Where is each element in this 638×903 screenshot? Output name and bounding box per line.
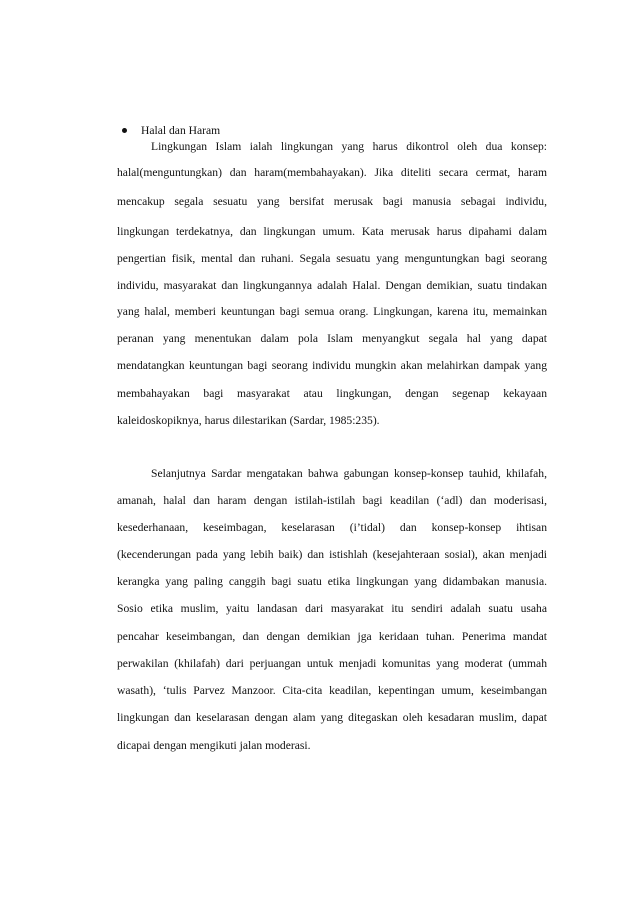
heading-text: Halal dan Haram — [141, 123, 221, 137]
bullet-point-icon — [122, 128, 127, 133]
text-line: mencakup segala sesuatu yang bersifat merusak bagi manusia sebagai individu, — [117, 195, 547, 208]
text-line: kaleidoskopiknya, harus dilestarikan (Sardar, 1985:235). — [117, 414, 380, 427]
text-line: pencahar keseimbangan, dan dengan demikian jga keridaan tuhan. Penerima mandat — [117, 630, 547, 643]
text-line: individu, masyarakat dan lingkungannya adalah Halal. Dengan demikian, suatu tindakan — [117, 279, 547, 292]
text-line: Selanjutnya Sardar mengatakan bahwa gabungan konsep-konsep tauhid, khilafah, — [151, 467, 547, 480]
text-line: yang halal, memberi keuntungan bagi semua orang. Lingkungan, karena itu, memainkan — [117, 305, 547, 318]
text-line: mendatangkan keuntungan bagi seorang individu mungkin akan melahirkan dampak yang — [117, 359, 547, 372]
text-line: membahayakan bagi masyarakat atau lingkungan, dengan segenap kekayaan — [117, 387, 547, 400]
text-line: amanah, halal dan haram dengan istilah-istilah bagi keadilan (‘adl) dan moderisasi, — [117, 494, 547, 507]
text-line: kerangka yang paling canggih bagi suatu etika lingkungan yang didambakan manusia. — [117, 575, 547, 588]
text-line: (kecenderungan pada yang lebih baik) dan istishlah (kesejahteraan sosial), akan menjadi — [117, 548, 547, 561]
text-line: lingkungan terdekatnya, dan lingkungan umum. Kata merusak harus dipahami dalam — [117, 225, 547, 238]
text-line: lingkungan dan keselarasan dengan alam yang ditegaskan oleh kesadaran muslim, dapat — [117, 711, 547, 724]
text-line: pengertian fisik, mental dan ruhani. Segala sesuatu yang menguntungkan bagi seorang — [117, 252, 547, 265]
text-line: Lingkungan Islam ialah lingkungan yang harus dikontrol oleh dua konsep: — [151, 140, 547, 153]
text-line: wasath), ‘tulis Parvez Manzoor. Cita-cita keadilan, kepentingan umum, keseimbangan — [117, 684, 547, 697]
text-line: dicapai dengan mengikuti jalan moderasi. — [117, 739, 311, 752]
text-line: kesederhanaan, keseimbagan, keselarasan (i’tidal) dan konsep-konsep ihtisan — [117, 521, 547, 534]
text-line: peranan yang menentukan dalam pola Islam menyangkut segala hal yang dapat — [117, 332, 547, 345]
text-line: perwakilan (khilafah) dari perjuangan untuk menjadi komunitas yang moderat (ummah — [117, 657, 547, 670]
text-line: Sosio etika muslim, yaitu landasan dari masyarakat itu sendiri adalah suatu usaha — [117, 602, 547, 615]
text-line: halal(menguntungkan) dan haram(membahayakan). Jika diteliti secara cermat, haram — [117, 166, 547, 179]
bullet-heading — [122, 122, 220, 138]
